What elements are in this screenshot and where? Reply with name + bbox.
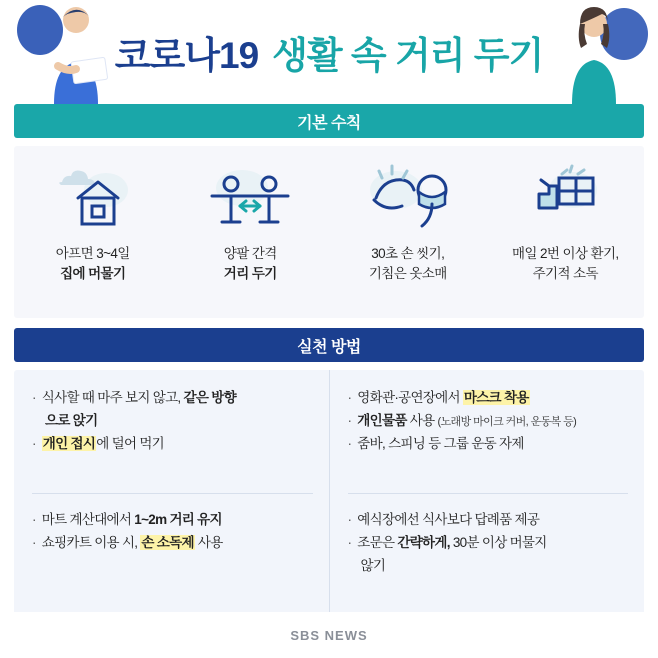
practice-group [348,386,629,494]
basic-rule-caption [56,244,130,285]
bullet-icon: · [32,436,36,452]
bullet-icon: · [347,390,352,405]
practice-panel [14,370,644,624]
sbs-news-logo: SBS NEWS [290,627,368,643]
list-item-bold: 1~2m 거리 유지 [134,512,222,527]
basic-rule-caption [512,244,619,285]
list-item-text: 영화관·공연장에서 [357,390,463,405]
bullet-icon: · [347,535,352,551]
list-item [32,409,313,432]
list-item [348,531,629,554]
list-item-text: 않기 [360,558,386,574]
list-item-text: 사용 [406,413,438,429]
practice-column-left [14,370,330,624]
basic-rule-line1: 매일 2번 이상 환기, [511,246,619,261]
spray-window-icon [515,160,615,238]
list-item-bold: 으로 앉기 [45,413,98,429]
list-item-bold: 개인물품 [357,413,407,429]
list-item-highlight: 손 소독제 [141,535,194,551]
basic-rule-caption [224,244,277,285]
practice-group [32,494,313,564]
list-item-bold: 같은 방향 [183,390,236,405]
basic-rule-line2: 집에 머물기 [60,266,126,282]
practice-group [348,494,629,588]
section-title-basic: 기본 수칙 [14,104,644,138]
basic-rule-item [172,146,330,318]
bullet-icon: · [347,436,352,452]
list-item-note: (노래방 마이크 커버, 운동복 등) [437,416,577,429]
footer [0,612,658,658]
bullet-icon: · [32,390,36,405]
list-item-text: 조문은 [357,535,398,551]
basic-rule-line1: 30초 손 씻기, [371,246,445,261]
basic-rules-panel [14,146,644,318]
practice-group [32,386,313,494]
bullet-icon: · [347,413,352,429]
house-icon [50,160,136,238]
list-item [348,432,629,455]
list-item [348,508,629,531]
basic-rule-line2: 기침은 옷소매 [368,266,447,282]
basic-rule-item [329,146,487,318]
bullet-icon: · [347,512,352,527]
list-item-text: 예식장에선 식사보다 답례품 제공 [357,512,540,527]
list-item-text: 30분 이상 머물지 [449,535,547,551]
woman-illustration [528,0,648,104]
arms-distance-icon [200,160,300,238]
basic-rule-item [487,146,645,318]
list-item-text: 에 덜어 먹기 [96,436,165,452]
basic-rule-line2: 주기적 소독 [532,266,598,282]
practice-column-right [330,370,645,624]
list-item [32,531,313,554]
list-item [348,409,629,432]
basic-rule-line1: 아프면 3~4일 [55,246,130,261]
basic-rule-line2: 거리 두기 [223,266,277,282]
list-item-text: 식사할 때 마주 보지 않고, [41,390,184,405]
handwash-mask-icon [356,160,460,238]
header [0,0,658,104]
list-item-bold: 간략하게, [397,535,450,551]
list-item-text: 사용 [194,535,223,551]
section-title-practice: 실천 방법 [14,328,644,362]
list-item [32,432,313,455]
list-item [32,508,313,531]
list-item-text: 쇼핑카트 이용 시, [41,535,141,551]
list-item [32,386,313,409]
list-item-text: 줌바, 스피닝 등 그룹 운동 자제 [357,436,524,452]
list-item-highlight: 개인 접시 [42,436,96,452]
basic-rule-line1: 양팔 간격 [223,246,277,261]
header-title-main: 생활 속 거리 두기 [272,35,544,76]
basic-rule-item [14,146,172,318]
basic-rule-caption [369,244,447,285]
list-item [348,554,629,577]
bullet-icon: · [32,512,36,527]
list-item-highlight: 마스크 착용 [463,390,529,405]
bullet-icon: · [32,535,36,551]
list-item [348,386,629,409]
header-title-covid: 코로나19 [114,35,259,76]
list-item-text: 마트 계산대에서 [41,512,135,527]
